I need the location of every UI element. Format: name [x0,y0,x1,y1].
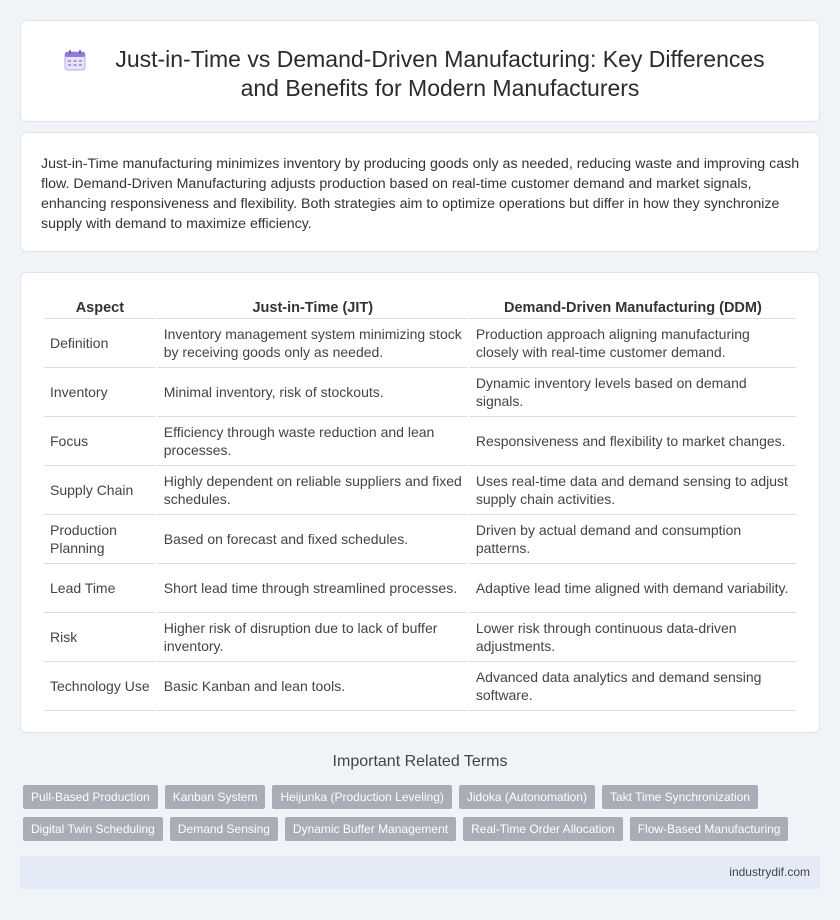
row-jit: Based on forecast and fixed schedules. [158,515,468,564]
row-ddm: Driven by actual demand and consumption patterns. [470,515,796,564]
row-jit: Inventory management system minimizing stock by receiving goods only as needed. [158,319,468,368]
row-ddm: Lower risk through continuous data-driven adjustments. [470,613,796,662]
row-aspect: Focus [44,417,156,466]
table-row [44,613,796,662]
row-aspect: Inventory [44,368,156,417]
page-title: Just-in-Time vs Demand-Driven Manufacturing: Key Differences and Benefits for Modern Manufacturers [115,46,765,101]
tag-real-time-order-allocation[interactable]: Real-Time Order Allocation [463,817,623,841]
table-row [44,515,796,564]
table-row [44,564,796,613]
tag-jidoka[interactable]: Jidoka (Autonomation) [459,785,595,809]
row-jit: Basic Kanban and lean tools. [158,662,468,711]
calendar-icon [63,49,87,71]
row-ddm: Advanced data analytics and demand sensing software. [470,662,796,711]
row-ddm: Adaptive lead time aligned with demand variability. [470,564,796,613]
tag-takt-time-synchronization[interactable]: Takt Time Synchronization [602,785,758,809]
comparison-card [20,272,820,733]
row-aspect: Technology Use [44,662,156,711]
table-row [44,417,796,466]
row-ddm: Production approach aligning manufacturing closely with real-time customer demand. [470,319,796,368]
row-jit: Higher risk of disruption due to lack of buffer inventory. [158,613,468,662]
header-aspect: Aspect [44,297,156,319]
row-aspect: Definition [44,319,156,368]
table-row [44,662,796,711]
intro-card [20,132,820,252]
footer-site-link[interactable]: industrydif.com [729,865,810,879]
row-aspect: Supply Chain [44,466,156,515]
tag-digital-twin-scheduling[interactable]: Digital Twin Scheduling [23,817,163,841]
comparison-table [42,297,798,711]
table-row [44,466,796,515]
header-jit: Just-in-Time (JIT) [158,297,468,319]
tag-demand-sensing[interactable]: Demand Sensing [170,817,278,841]
row-aspect: Risk [44,613,156,662]
tag-row [23,817,823,841]
related-terms-tags [23,785,823,849]
tag-row [23,785,823,809]
row-aspect: Lead Time [44,564,156,613]
row-ddm: Uses real-time data and demand sensing to adjust supply chain activities. [470,466,796,515]
row-ddm: Dynamic inventory levels based on demand signals. [470,368,796,417]
related-terms-title: Important Related Terms [332,753,508,770]
table-header-row [44,297,796,319]
intro-paragraph: Just-in-Time manufacturing minimizes inventory by producing goods only as needed, reducing waste and improving cash flow. Demand-Driven Manufacturing adjusts production based on real-time customer demand and market signals, enhancing responsiveness and flexibility. Both strategies aim to optimize operations but differ in how they synchronize supply with demand to maximize efficiency. [41,156,800,232]
header-card [20,20,820,122]
tag-dynamic-buffer-management[interactable]: Dynamic Buffer Management [285,817,456,841]
row-jit: Short lead time through streamlined processes. [158,564,468,613]
row-ddm: Responsiveness and flexibility to market changes. [470,417,796,466]
tag-kanban-system[interactable]: Kanban System [165,785,266,809]
row-jit: Efficiency through waste reduction and lean processes. [158,417,468,466]
title-wrap [21,45,819,103]
row-jit: Highly dependent on reliable suppliers and fixed schedules. [158,466,468,515]
tag-heijunka[interactable]: Heijunka (Production Leveling) [272,785,451,809]
row-aspect: Production Planning [44,515,156,564]
tag-flow-based-manufacturing[interactable]: Flow-Based Manufacturing [630,817,789,841]
table-row [44,319,796,368]
table-row [44,368,796,417]
row-jit: Minimal inventory, risk of stockouts. [158,368,468,417]
tag-pull-based-production[interactable]: Pull-Based Production [23,785,158,809]
header-ddm: Demand-Driven Manufacturing (DDM) [470,297,796,319]
footer [20,856,820,889]
